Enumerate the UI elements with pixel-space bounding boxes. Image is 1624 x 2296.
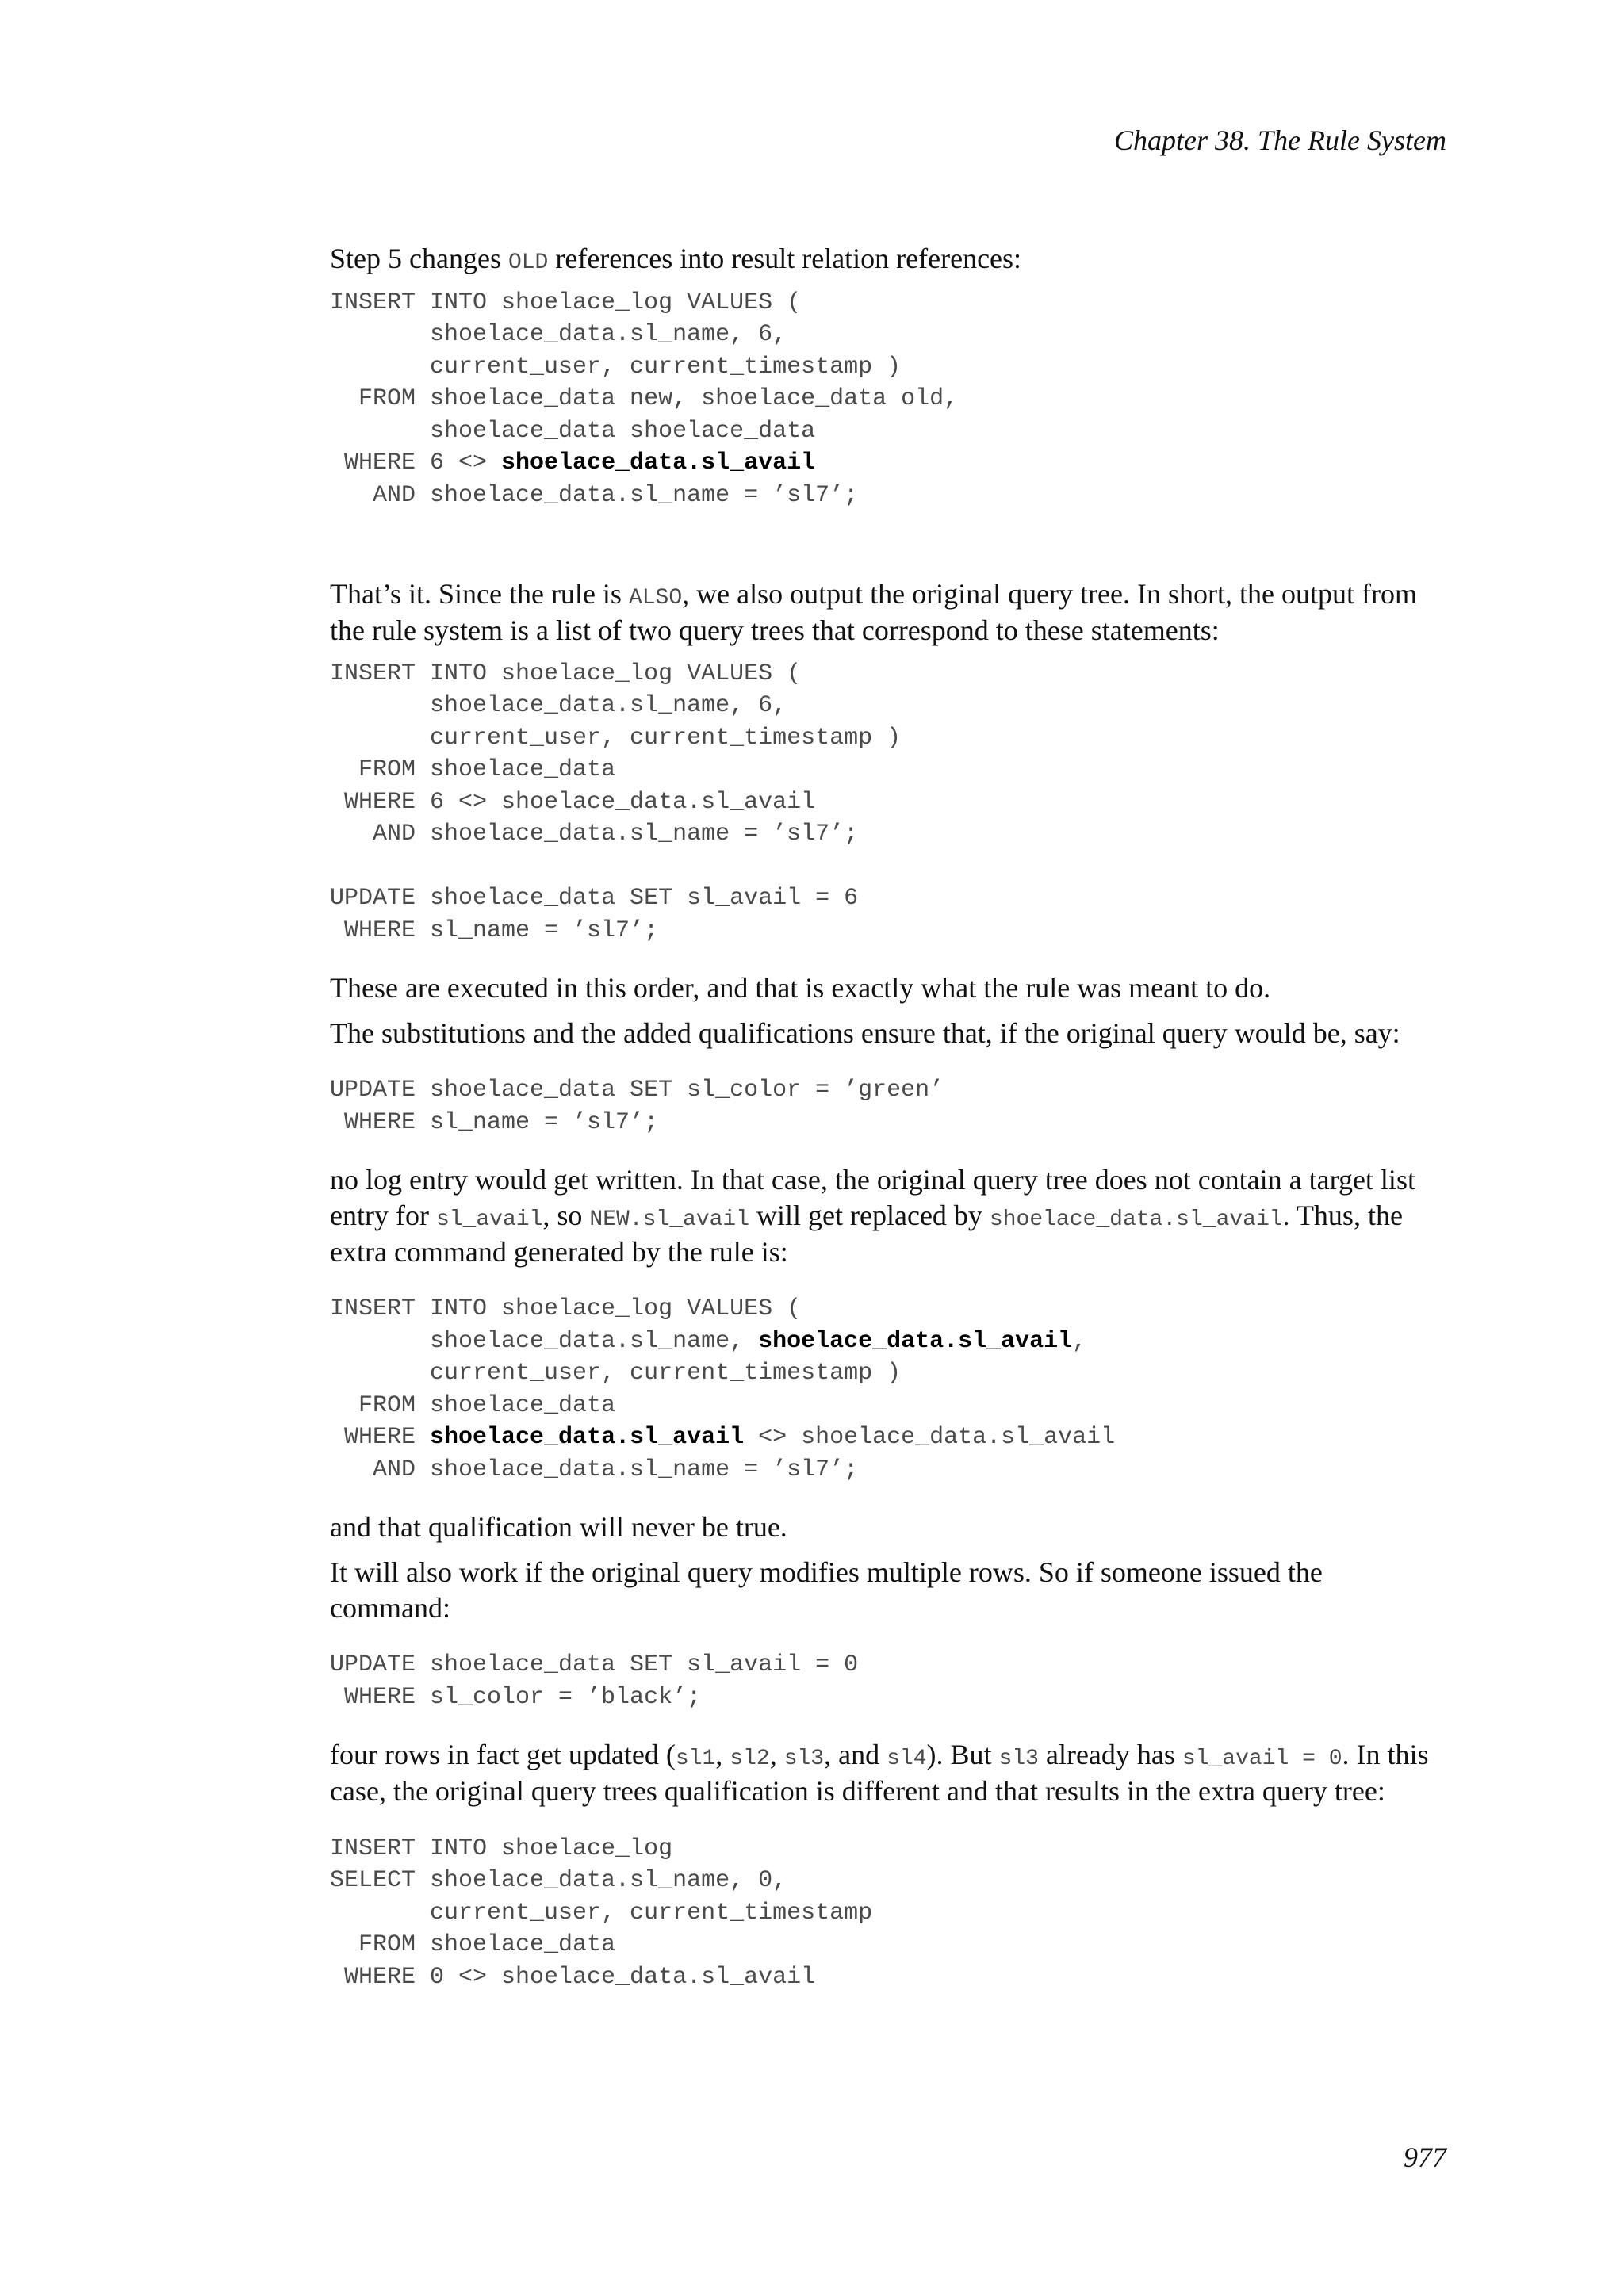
paragraph-never-true: and that qualification will never be true. <box>330 1511 787 1544</box>
inline-code: shoelace_data.sl_avail <box>989 1207 1283 1232</box>
inline-code: sl4 <box>887 1747 927 1772</box>
inline-code: NEW.sl_avail <box>589 1207 750 1232</box>
code-block-step5: INSERT INTO shoelace_log VALUES ( shoelace_data.sl_name, 6, current_user, current_timestamp ) FROM shoelace_data new, shoelace_data old, shoelace_data shoelace_data WHERE 6 <> shoelace_data.sl_avail AND shoelace_data.sl_name = ’sl7’; <box>330 289 959 509</box>
paragraph-order: These are executed in this order, and that is exactly what the rule was meant to do. <box>330 972 1271 1004</box>
code-block-two-trees: INSERT INTO shoelace_log VALUES ( shoelace_data.sl_name, 6, current_user, current_timestamp ) FROM shoelace_data WHERE 6 <> shoelace_data.sl_avail AND shoelace_data.sl_name = ’sl7’; UPDATE shoelace_data SET sl_avail = 6 WHERE sl_name = ’sl7’; <box>330 660 902 944</box>
inline-code: sl2 <box>730 1747 770 1772</box>
inline-code: sl_avail <box>435 1207 543 1232</box>
inline-code: ALSO <box>628 586 683 611</box>
code-block-black: UPDATE shoelace_data SET sl_avail = 0 WHERE sl_color = ’black’; <box>330 1651 859 1711</box>
chapter-header: Chapter 38. The Rule System <box>1114 124 1446 156</box>
paragraph-substitutions: The substitutions and the added qualifications ensure that, if the original query would be, say: <box>330 1016 1400 1049</box>
paragraph-multiple-rows: It will also work if the original query modifies multiple rows. So if someone issued the command: <box>330 1556 1323 1624</box>
code-block-select: INSERT INTO shoelace_log SELECT shoelace_data.sl_name, 0, current_user, current_timestamp FROM shoelace_data WHERE 0 <> shoelace_data.sl_avail <box>330 1835 873 1991</box>
inline-code: OLD <box>508 251 549 275</box>
inline-code: sl3 <box>783 1747 825 1772</box>
inline-code: sl3 <box>998 1747 1039 1772</box>
inline-code: sl_avail = 0 <box>1182 1747 1342 1772</box>
page-content <box>330 241 1446 2017</box>
page-number: 977 <box>1404 2141 1446 2173</box>
paragraph-step5: Step 5 changes OLD references into result relation references: <box>330 243 1022 275</box>
paragraph-also: That’s it. Since the rule is ALSO, we also output the original query tree. In short, the output from the rule system is a list of two query trees that correspond to these statements: <box>330 578 1417 646</box>
code-block-extra-command: INSERT INTO shoelace_log VALUES ( shoelace_data.sl_name, shoelace_data.sl_avail, current_user, current_timestamp ) FROM shoelace_data WHERE shoelace_data.sl_avail <> shoelace_data.sl_avail AND shoelace_data.sl_name = ’sl7’; <box>330 1295 1116 1483</box>
paragraph-four-rows: four rows in fact get updated (sl1, sl2, sl3, and sl4). But sl3 already has sl_avail = 0. In this case, the original query trees qualification is different and that results in the extra query tree: <box>330 1739 1429 1807</box>
paragraph-no-log: no log entry would get written. In that case, the original query tree does not contain a target list entry for sl_avail, so NEW.sl_avail will get replaced by shoelace_data.sl_avail. Thus, the extra command generated by the rule is: <box>330 1164 1415 1268</box>
code-block-green: UPDATE shoelace_data SET sl_color = ’green’ WHERE sl_name = ’sl7’; <box>330 1077 944 1136</box>
inline-code: sl1 <box>675 1747 716 1772</box>
